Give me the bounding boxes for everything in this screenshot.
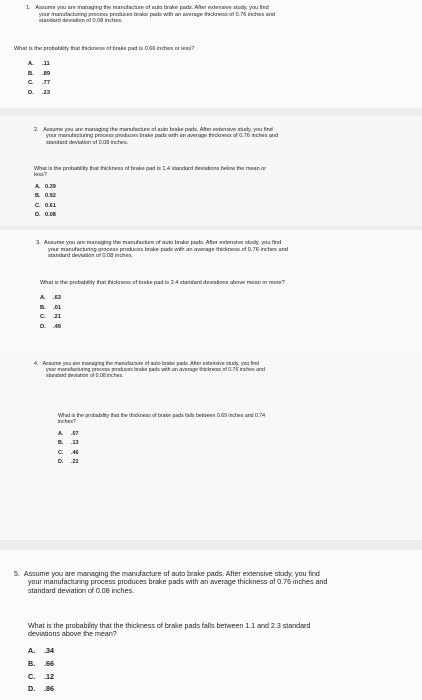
question-3-panel (0, 230, 422, 350)
question-1-panel (0, 0, 422, 108)
question-5-prompt: What is the probability that the thickness of brake pads falls between 1.1 and 2.3 standard deviations above the mean? (28, 622, 311, 639)
option[interactable]: A. .07 (58, 431, 79, 437)
question-1-line: your manufacturing process produces brake pads with an average thickness of 0.76 inches and (39, 11, 276, 18)
question-1-line: 1. Assume you are managing the manufacture of auto brake pads. After extensive study, you find (26, 5, 269, 11)
question-3-line: your manufacturing process produces brake pads with an average thickness of 0.76 inches and (48, 246, 288, 253)
question-1-number: 1. (26, 5, 31, 11)
option[interactable]: D. .86 (28, 684, 54, 694)
option[interactable]: C. .21 (40, 314, 61, 321)
question-4-line: standard deviation of 0.08 inches. (46, 373, 124, 380)
question-5-line: your manufacturing process produces brake pads with an average thickness of 0.76 inches and (28, 578, 328, 587)
option[interactable]: B. .89 (28, 70, 51, 77)
question-2-line: your manufacturing process produces brake pads with an average thickness of 0.76 inches and (46, 133, 279, 140)
question-3-line: standard deviation of 0.08 inches. (48, 253, 134, 260)
option[interactable]: C. 0.61 (35, 202, 56, 209)
question-1-stem (26, 5, 275, 25)
option[interactable]: D. .21 (58, 459, 79, 466)
question-2-line: 2. Assume you are managing the manufacture of auto brake pads. After extensive study, you find (34, 127, 273, 133)
option[interactable]: B. .66 (28, 658, 54, 668)
question-5-line: standard deviation of 0.08 inches. (28, 586, 135, 595)
question-4-number: 4. (34, 361, 39, 367)
question-4-stem (34, 361, 265, 379)
option[interactable]: C. .77 (28, 80, 51, 87)
option[interactable]: D. .23 (28, 89, 51, 96)
question-5-options (28, 645, 54, 696)
question-5-stem (14, 570, 327, 595)
option[interactable]: C. .12 (28, 671, 54, 681)
question-2-prompt: What is the probability that thickness of brake pad is 1.4 standard deviations below the mean or less? (34, 166, 267, 179)
question-3-options (40, 294, 61, 332)
option[interactable]: A. .63 (40, 295, 61, 301)
question-5-number: 5. (14, 570, 20, 578)
question-2-number: 2. (34, 127, 39, 133)
option[interactable]: D. .49 (40, 323, 61, 330)
option[interactable]: A. .34 (28, 646, 54, 655)
question-2-stem (34, 127, 278, 146)
question-3-line: 3. Assume you are managing the manufacture of auto brake pads. After extensive study, you find (36, 240, 282, 246)
question-4-line: your manufacturing process produces brake pads with an average thickness of 0.76 inches and (46, 367, 265, 374)
divider (0, 108, 422, 116)
divider (0, 540, 422, 550)
option[interactable]: A. .11 (28, 61, 50, 67)
option[interactable]: B. .13 (58, 440, 79, 447)
option[interactable]: B. .01 (40, 304, 61, 311)
question-4-options (58, 430, 79, 468)
option[interactable]: C. .46 (58, 449, 79, 456)
question-3-stem (36, 240, 288, 260)
question-4-prompt: What is the probability that the thickness of brake pads falls between 0.69 inches and 0.74 inches? (58, 413, 266, 426)
option[interactable]: A. 0.39 (35, 184, 56, 190)
question-2-line: standard deviation of 0.08 inches. (46, 139, 129, 146)
question-1-options (28, 60, 50, 98)
question-1-prompt: What is the probability that thickness of brake pad is 0.66 inches or less? (14, 46, 195, 52)
question-2-options (35, 183, 56, 221)
question-4-line: 4. Assume you are managing the manufacture of auto brake pads. After extensive study, you find (34, 361, 260, 367)
question-5-panel (0, 550, 422, 700)
option[interactable]: B. 0.92 (35, 193, 56, 200)
question-1-line: standard deviation of 0.08 inches. (39, 18, 123, 25)
option[interactable]: D. 0.08 (35, 212, 56, 219)
question-3-prompt: What is the probability that thickness of brake pad is 2.4 standard deviations above mean or more? (40, 280, 285, 286)
question-3-number: 3. (36, 240, 41, 246)
question-5-line: 5. Assume you are managing the manufacture of auto brake pads. After extensive study, you find (14, 570, 320, 578)
question-2-panel (0, 116, 422, 226)
question-4-panel (0, 350, 422, 540)
